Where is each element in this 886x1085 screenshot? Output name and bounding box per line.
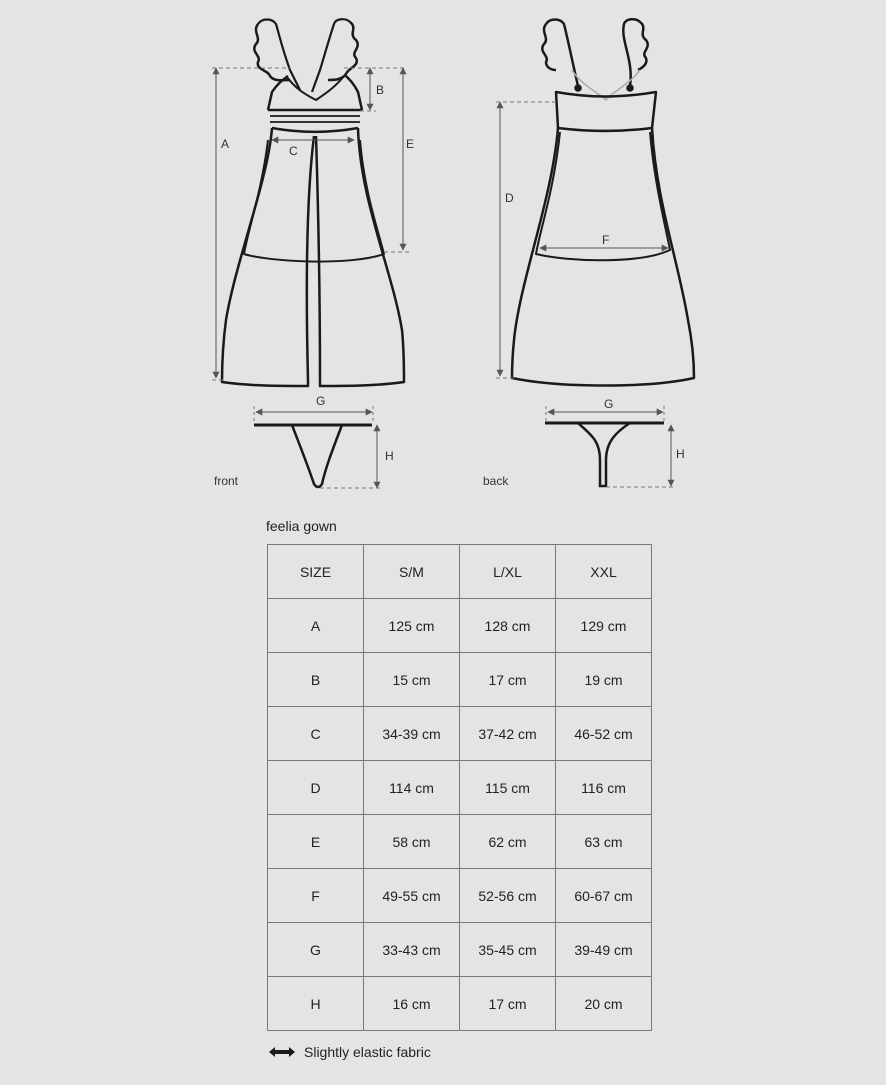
table-cell: 128 cm: [460, 599, 556, 653]
label-G-front: G: [316, 394, 326, 408]
table-row: [268, 761, 652, 815]
label-E: E: [406, 137, 415, 151]
label-H-front: H: [385, 449, 394, 463]
table-header-cell: S/M: [364, 545, 460, 599]
table-cell: 63 cm: [556, 815, 652, 869]
table-cell: 116 cm: [556, 761, 652, 815]
table-cell: 125 cm: [364, 599, 460, 653]
table-cell: 115 cm: [460, 761, 556, 815]
table-cell: 46-52 cm: [556, 707, 652, 761]
label-C: C: [289, 144, 298, 158]
table-header-cell: SIZE: [268, 545, 364, 599]
front-panty-drawing: [254, 406, 380, 488]
table-cell: 62 cm: [460, 815, 556, 869]
size-letter-cell: F: [268, 869, 364, 923]
label-G-back: G: [604, 397, 614, 411]
table-cell: 20 cm: [556, 977, 652, 1031]
table-cell: 60-67 cm: [556, 869, 652, 923]
size-letter-cell: G: [268, 923, 364, 977]
label-H-back: H: [676, 447, 685, 461]
table-header-cell: L/XL: [460, 545, 556, 599]
table-cell: 52-56 cm: [460, 869, 556, 923]
back-gown-drawing: [512, 19, 694, 385]
table-cell: 17 cm: [460, 653, 556, 707]
size-table-body: [268, 545, 652, 1031]
table-cell: 129 cm: [556, 599, 652, 653]
size-letter-cell: A: [268, 599, 364, 653]
table-header-cell: XXL: [556, 545, 652, 599]
table-row: [268, 869, 652, 923]
table-cell: 16 cm: [364, 977, 460, 1031]
table-title: feelia gown: [266, 518, 337, 534]
front-dimension-lines: [212, 68, 410, 380]
table-cell: 39-49 cm: [556, 923, 652, 977]
table-row: [268, 977, 652, 1031]
table-cell: 49-55 cm: [364, 869, 460, 923]
table-cell: 37-42 cm: [460, 707, 556, 761]
table-row: [268, 923, 652, 977]
size-letter-cell: D: [268, 761, 364, 815]
table-cell: 35-45 cm: [460, 923, 556, 977]
size-letter-cell: B: [268, 653, 364, 707]
label-B: B: [376, 83, 385, 97]
label-A: A: [221, 137, 230, 151]
table-header-row: [268, 545, 652, 599]
double-arrow-icon: [268, 1046, 296, 1058]
table-cell: 114 cm: [364, 761, 460, 815]
back-panty-drawing: [545, 406, 676, 487]
size-letter-cell: C: [268, 707, 364, 761]
table-cell: 34-39 cm: [364, 707, 460, 761]
table-cell: 15 cm: [364, 653, 460, 707]
size-letter-cell: E: [268, 815, 364, 869]
table-cell: 19 cm: [556, 653, 652, 707]
garment-diagram: [0, 0, 886, 500]
table-row: [268, 653, 652, 707]
label-D: D: [505, 191, 514, 205]
table-cell: 58 cm: [364, 815, 460, 869]
table-row: [268, 599, 652, 653]
back-label: back: [483, 474, 509, 488]
front-gown-drawing: [222, 19, 404, 386]
back-dimension-lines: [496, 102, 668, 378]
size-letter-cell: H: [268, 977, 364, 1031]
legend: [268, 1044, 431, 1060]
front-label: front: [214, 474, 239, 488]
table-cell: 33-43 cm: [364, 923, 460, 977]
table-row: [268, 815, 652, 869]
legend-text: Slightly elastic fabric: [304, 1044, 431, 1060]
table-cell: 17 cm: [460, 977, 556, 1031]
label-F: F: [602, 233, 610, 247]
size-table: [267, 544, 652, 1031]
table-row: [268, 707, 652, 761]
